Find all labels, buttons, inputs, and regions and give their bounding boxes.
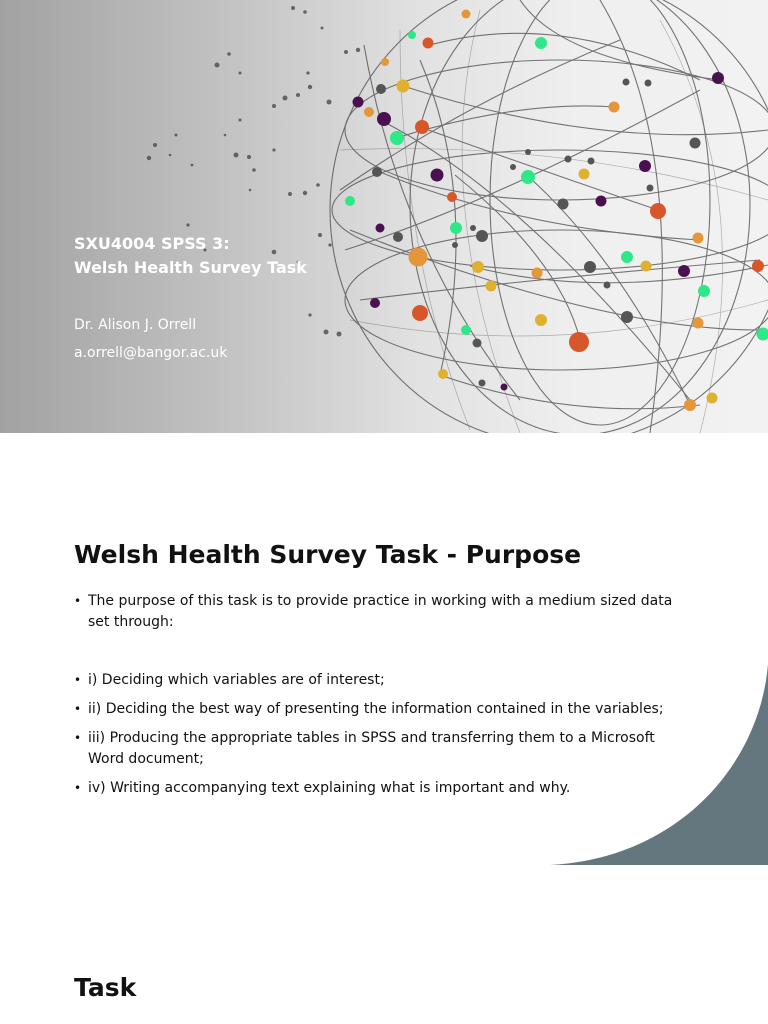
bullet-text: ii) Deciding the best way of presenting the information contained in the variables; [88,701,664,717]
bullet-text: iii) Producing the appropriate tables in SPSS and transferring them to a Microsoft Word document; [88,730,655,767]
network-globe-graphic [0,0,768,433]
bullet-item [74,591,689,633]
purpose-heading: Welsh Health Survey Task - Purpose [74,540,582,569]
bullet-dot: • [74,702,82,716]
slide-title [74,232,394,280]
bullet-text: The purpose of this task is to provide practice in working with a medium sized data set through: [88,593,673,630]
purpose-bullet-list [74,591,689,807]
bullet-text: i) Deciding which variables are of interest; [88,672,385,688]
bullet-dot: • [74,781,82,795]
bullet-text: iv) Writing accompanying text explaining what is important and why. [88,780,571,796]
bullet-item [74,778,689,799]
bullet-dot: • [74,731,82,745]
title-slide [0,0,768,433]
bullet-dot: • [74,594,82,608]
bullet-item [74,728,689,770]
bullet-dot: • [74,673,82,687]
slide-title-line-2: Welsh Health Survey Task [74,258,307,277]
bullet-item [74,670,689,691]
author-name: Dr. Alison J. Orrell [74,317,197,333]
task-heading: Task [74,973,137,1002]
purpose-slide [0,433,768,866]
author-email: a.orrell@bangor.ac.uk [74,345,228,361]
slide-title-line-1: SXU4004 SPSS 3: [74,234,230,253]
bullet-item [74,699,689,720]
